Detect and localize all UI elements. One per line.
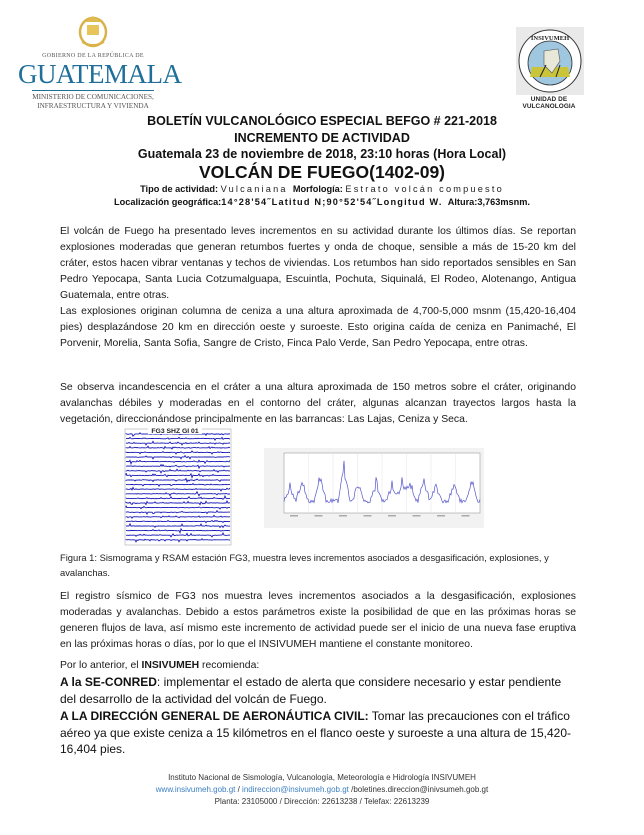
paragraph-incandescence: Se observa incandescencia en el cráter a una altura aproximada de 150 metros sobre el cráter, originando avalanchas débiles y moderadas en el contorno del cráter, algunas alcanzan trayectos largos hasta la vegetación, direccionándose principalmente en las barrancas: Las Lajas, Ceniza y Seca. [60, 382, 576, 426]
unit-label: UNIDAD DE VULCANOLOGIA [522, 96, 576, 110]
rsam-chart-image [264, 448, 484, 528]
location-label: Localización geográfica: [114, 197, 222, 207]
intro-prefix: Por lo anterior, el [60, 660, 142, 671]
location-value: 14°28'54˝Latitud N;90°52'54˝Longitud W. [221, 197, 443, 207]
footer-phones: Planta: 23105000 / Dirección: 22613238 / Telefax: 22613239 [214, 797, 430, 806]
morphology-label: Morfología: [292, 184, 343, 194]
recommendation-conred [60, 674, 580, 707]
email-boletines: /boletines.direccion@inivsumeh.gob.gt [348, 785, 489, 794]
website-link[interactable]: www.insivumeh.gob.gt [155, 785, 236, 794]
morphology-value: Estrato volcán compuesto [345, 184, 504, 194]
paragraph-activity: El volcán de Fuego ha presentado leves incrementos en su actividad durante los últimos días. Se reportan explosiones moderadas que generan retumbos fuertes y onda de choque, sensible a más de 15-20 km del cráter, estos hacen vibrar ventanas y techos de viviendas. Los retumbos han sido reportados sensibles en San Pedro Yepocapa, Santa Lucia Cotzumalguapa, Escuintla, Pochuta, Siquinalá, El Rodeo, Alotenango, Antigua Guatemala, entre otras. [60, 226, 576, 302]
guatemala-government-logo [18, 10, 182, 110]
intro-suffix: recomienda: [199, 660, 260, 671]
footer-contacts [100, 785, 544, 794]
rsam-tick-label [290, 515, 298, 517]
rec-aeronautica-text: Tomar las precauciones con el tráfico aéreo ya que existe ceniza a 15 kilómetros en el flanco oeste y suroeste a una altura de 15,420-16,404 pies. [60, 709, 571, 757]
country-name: GUATEMALA [18, 59, 182, 89]
dateline: Guatemala 23 de noviembre de 2018, 23:10 horas (Hora Local) [137, 147, 507, 161]
logo-divider [32, 90, 154, 91]
footer-institute: Instituto Nacional de Sismología, Vulcanología, Meteorología e Hidrología INSIVUMEH [168, 773, 476, 782]
paragraph-explosions: Las explosiones originan columna de ceniza a una altura aproximada de 4,700-5,000 msnm (15,420-16,404 pies) desplazándose 20 km en dirección oeste y suroeste. Esto origina caída de ceniza en Panimaché, El Porvenir, Morelia, Santa Sofia, Sangre de Cristo, Finca Palo Verde, San Pedro Yepocapa, entre otras. [60, 306, 576, 350]
activity-value: Vulcaniana [220, 184, 288, 194]
recommendation-intro [60, 658, 576, 674]
rsam-tick-label [437, 515, 445, 517]
rsam-tick-label [462, 515, 470, 517]
insivumeh-logo [504, 27, 594, 110]
paragraph-seismic-record: El registro sísmico de FG3 nos muestra leves incrementos asociados a la desgasificación, explosiones moderadas y avalanchas. Debido a estos parámetros existe la posibilidad de que en las próximas horas se generen flujos de lava, así mismo este incremento de actividad puede ser el inicio de una nueva fase eruptiva en las próximas horas o días, por lo que el INSIVUMEH mantiene el constante monitoreo. [60, 591, 576, 651]
rsam-tick-label [388, 515, 396, 517]
altitude-value: 3,763msnm. [477, 197, 530, 207]
activity-line [60, 184, 584, 194]
seismogram-title: FG3 SHZ GI 01 [151, 428, 199, 435]
recommendation-aeronautica [60, 708, 580, 758]
rec-aeronautica-label: A LA DIRECCIÓN GENERAL DE AERONÁUTICA CIVIL: [60, 709, 369, 723]
rsam-tick-label [339, 515, 347, 517]
volcano-name: VOLCÁN DE FUEGO(1402-09) [198, 162, 446, 182]
rsam-tick-label [413, 515, 421, 517]
government-line: GOBIERNO DE LA REPÚBLICA DE [42, 53, 144, 59]
rec-conred-text: : implementar el estado de alerta que considere necesario y estar pendiente del desarrollo de la actividad del volcán de Fuego. [60, 675, 562, 706]
bulletin-subtitle: INCREMENTO DE ACTIVIDAD [234, 131, 410, 145]
rsam-tick-label [364, 515, 372, 517]
ministry-name [18, 93, 168, 111]
seal-text: INSIVUMEH [530, 35, 570, 42]
insivumeh-seal-icon [516, 27, 584, 95]
intro-org: INSIVUMEH [141, 660, 200, 671]
ministry-line-1: MINISTERIO DE COMUNICACIONES, [32, 93, 154, 101]
footer-separator: / [235, 785, 243, 794]
seismogram-image [118, 426, 234, 548]
ministry-line-2: INFRAESTRUCTURA Y VIVIENDA [37, 102, 149, 110]
bulletin-title: BOLETÍN VULCANOLÓGICO ESPECIAL BEFGO # 221-2018 [147, 114, 497, 128]
rsam-tick-label [315, 515, 323, 517]
email-link-direccion[interactable]: indireccion@insivumeh.gob.gt [242, 785, 349, 794]
location-line [60, 197, 584, 207]
figure-caption: Figura 1: Sismograma y RSAM estación FG3, muestra leves incrementos asociados a desgasificación, explosiones, y avalanchas. [60, 552, 549, 578]
coat-of-arms-icon [76, 12, 110, 48]
rec-conred-label: A la SE-CONRED [60, 675, 157, 689]
activity-label: Tipo de actividad: [140, 184, 219, 194]
altitude-label: Altura: [447, 197, 478, 207]
